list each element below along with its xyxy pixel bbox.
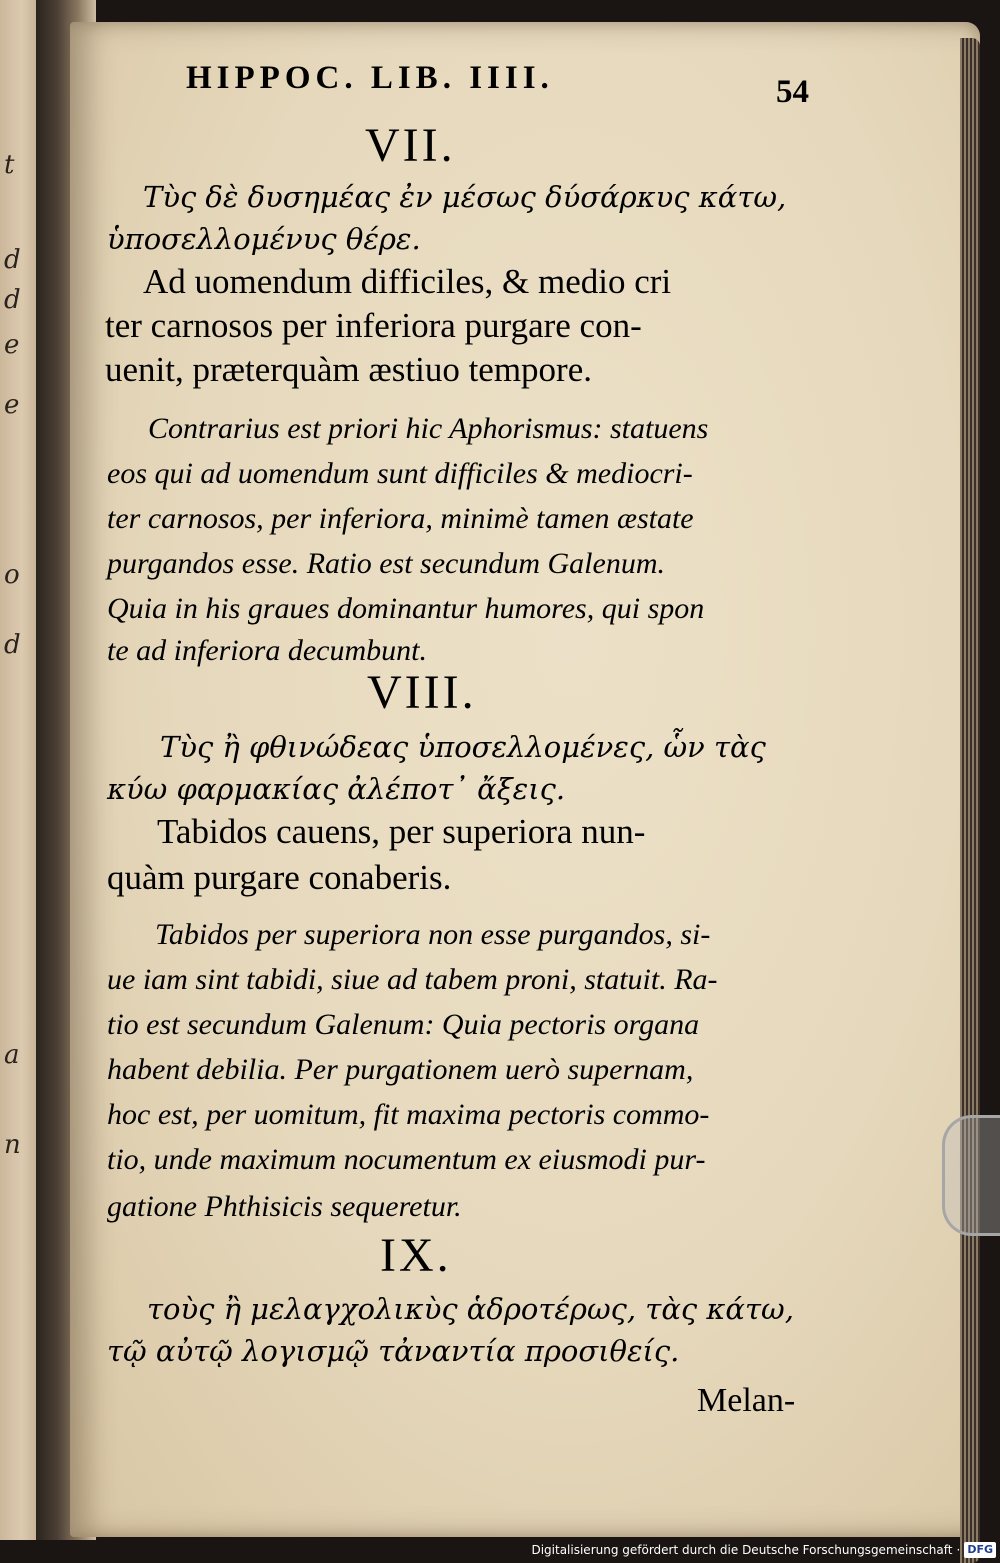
greek-text-line: τοὺς ἢ μελαγχολικὺς ἁδροτέρως, τὰς κάτω, bbox=[147, 1292, 794, 1326]
aphorism-text-line: quàm purgare conaberis. bbox=[107, 858, 452, 897]
margin-fragment: d bbox=[4, 285, 21, 315]
commentary-line: tio, unde maximum nocumentum ex eiusmodi pur- bbox=[107, 1143, 706, 1176]
greek-text-line: τῷ αὐτῷ λογισμῷ τἀναντία προσιθείς. bbox=[107, 1334, 680, 1368]
commentary-line: eos qui ad uomendum sunt difficiles & mediocri- bbox=[107, 457, 693, 490]
digitization-credit: Digitalisierung gefördert durch die Deutsche Forschungsgemeinschaft · DFG bbox=[531, 1540, 996, 1560]
greek-text-line: Τὺς δὲ δυσημέας ἐν μέσως δύσάρκυς κάτω, bbox=[143, 180, 787, 214]
margin-fragment: d bbox=[4, 630, 21, 660]
page-number: 54 bbox=[776, 74, 809, 110]
margin-fragment: e bbox=[4, 390, 20, 420]
margin-fragment: a bbox=[4, 1040, 20, 1070]
aphorism-text-line: Ad uomendum difficiles, & medio cri bbox=[143, 262, 672, 301]
commentary-line: hoc est, per uomitum, fit maxima pectoris commo- bbox=[107, 1098, 710, 1131]
greek-text-line: κύω φαρμακίας ἀλέποτ᾽ ἄξεις. bbox=[107, 772, 566, 806]
catchword: Melan- bbox=[697, 1382, 796, 1419]
commentary-line: ue iam sint tabidi, siue ad tabem proni, statuit. Ra- bbox=[107, 963, 718, 996]
commentary-line: Tabidos per superiora non esse purgandos, si- bbox=[155, 918, 711, 951]
commentary-line: gatione Phthisicis sequeretur. bbox=[107, 1190, 462, 1223]
margin-fragment: o bbox=[4, 560, 20, 590]
aphorism-number: IX. bbox=[380, 1229, 452, 1282]
commentary-line: te ad inferiora decumbunt. bbox=[107, 634, 427, 667]
running-title: HIPPOC. LIB. IIII. bbox=[186, 60, 554, 96]
greek-text-line: Τὺς ἢ φθινώδεας ὑποσελλομένες, ὧν τὰς bbox=[160, 730, 766, 764]
commentary-line: Quia in his graues dominantur humores, qui spon bbox=[107, 592, 705, 625]
commentary-line: purgandos esse. Ratio est secundum Galenum. bbox=[107, 547, 665, 580]
margin-fragment: d bbox=[4, 245, 21, 275]
page-edges bbox=[960, 38, 980, 1563]
aphorism-text-line: Tabidos cauens, per superiora nun- bbox=[157, 812, 646, 851]
page-clip-tab bbox=[942, 1115, 1000, 1236]
commentary-line: tio est secundum Galenum: Quia pectoris organa bbox=[107, 1008, 700, 1041]
aphorism-text-line: uenit, præterquàm æstiuo tempore. bbox=[105, 350, 592, 389]
commentary-line: ter carnosos, per inferiora, minimè tamen æstate bbox=[107, 502, 694, 535]
margin-fragment: e bbox=[4, 330, 20, 360]
commentary-line: habent debilia. Per purgationem uerò supernam, bbox=[107, 1053, 694, 1086]
aphorism-number: VIII. bbox=[367, 666, 477, 719]
margin-fragment: t bbox=[4, 150, 15, 180]
greek-text-line: ὑποσελλομένυς θέρε. bbox=[107, 222, 421, 256]
credit-text: Digitalisierung gefördert durch die Deutsche Forschungsgemeinschaft bbox=[531, 1543, 953, 1557]
aphorism-text-line: ter carnosos per inferiora purgare con- bbox=[105, 306, 642, 345]
margin-fragment: n bbox=[4, 1130, 21, 1160]
commentary-line: Contrarius est priori hic Aphorismus: statuens bbox=[148, 412, 709, 445]
aphorism-number: VII. bbox=[365, 119, 456, 172]
dfg-logo: DFG bbox=[964, 1542, 996, 1558]
